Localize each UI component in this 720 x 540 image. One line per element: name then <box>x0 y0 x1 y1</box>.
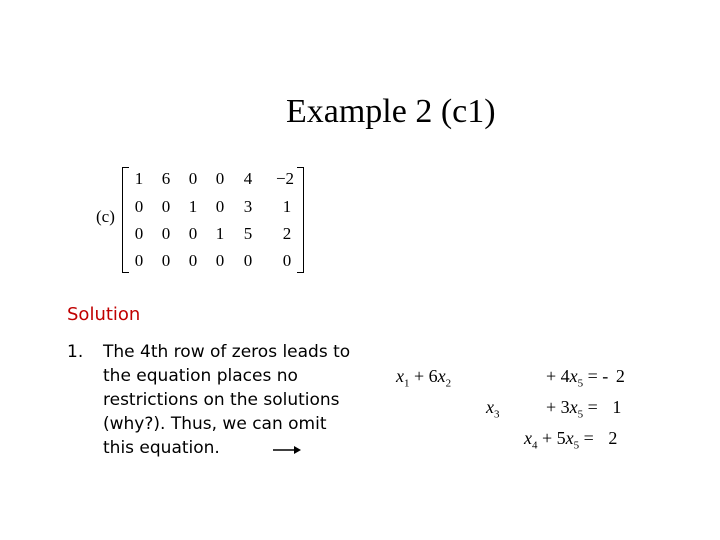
equation-2-right: + $3x_5 = 1$ <box>546 397 622 421</box>
matrix-cell: 4 <box>243 169 253 188</box>
solution-heading: Solution <box>67 304 141 325</box>
matrix-label: (c) <box>96 207 115 226</box>
arrow-right-icon <box>272 444 302 454</box>
matrix-cell: 0 <box>282 251 292 270</box>
matrix-cell: 0 <box>188 224 198 243</box>
matrix-cell: 0 <box>215 251 225 270</box>
list-item-line: The 4th row of zeros leads to <box>103 342 351 362</box>
matrix-cell: 0 <box>161 197 171 216</box>
equation-1-right: + $4x_5$ = - 2 <box>546 366 625 390</box>
matrix-cell: 3 <box>243 197 253 216</box>
matrix-cell: 1 <box>215 224 225 243</box>
list-item-line: the equation places no <box>103 366 298 386</box>
matrix-cell: −2 <box>275 169 295 188</box>
matrix-cell: 0 <box>134 224 144 243</box>
equation-2-left: $x_3$ <box>486 397 500 421</box>
equation-3: $x_4 + 5x_5 = 2$ <box>524 428 618 452</box>
matrix-cell: 2 <box>282 224 292 243</box>
matrix-cell: 0 <box>188 251 198 270</box>
list-item-line: this equation. <box>103 438 220 458</box>
matrix-cell: 1 <box>134 169 144 188</box>
augmented-matrix <box>122 167 304 273</box>
matrix-cell: 0 <box>215 197 225 216</box>
matrix-cell: 0 <box>161 224 171 243</box>
matrix-cell: 0 <box>134 251 144 270</box>
matrix-cell: 0 <box>161 251 171 270</box>
equation-1-left: $x_1 + 6x_2$ <box>396 366 452 390</box>
matrix-cell: 0 <box>243 251 253 270</box>
slide-title: Example 2 (c1) <box>286 93 496 130</box>
matrix-cell: 0 <box>134 197 144 216</box>
list-item-line: restrictions on the solutions <box>103 390 340 410</box>
matrix-cell: 5 <box>243 224 253 243</box>
list-item-line: (why?). Thus, we can omit <box>103 414 327 434</box>
matrix-cell: 1 <box>188 197 198 216</box>
matrix-cell: 0 <box>215 169 225 188</box>
matrix-cell: 0 <box>188 169 198 188</box>
matrix-cell: 1 <box>282 197 292 216</box>
list-item-number: 1. <box>67 342 84 362</box>
matrix-cell: 6 <box>161 169 171 188</box>
